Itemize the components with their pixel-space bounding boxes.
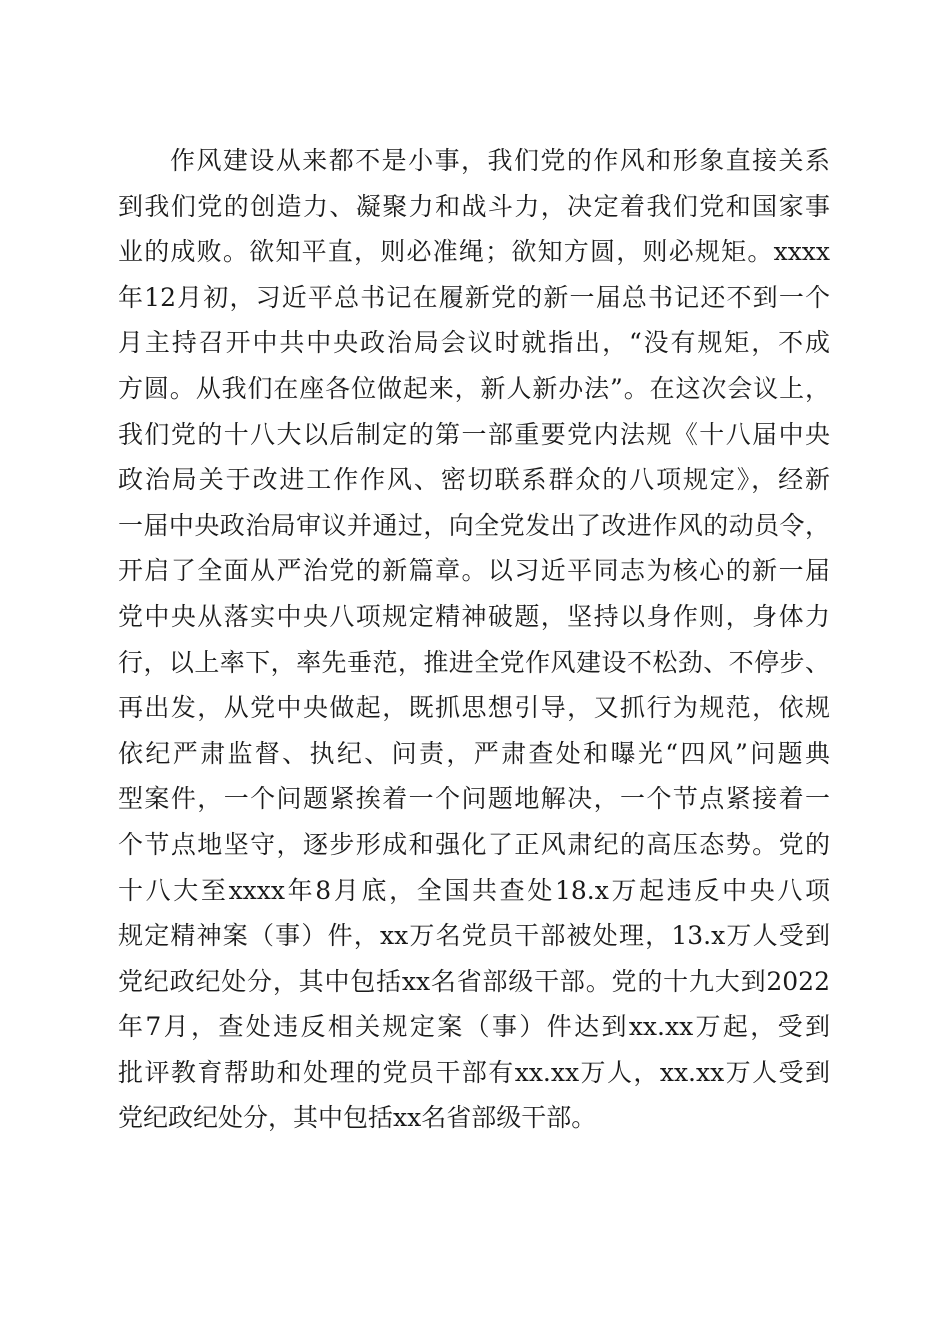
paragraph-line: 批评教育帮助和处理的党员干部有xx.xx万人，xx.xx万人受到 xyxy=(118,1057,830,1087)
paragraph-line: 到我们党的创造力、凝聚力和战斗力，决定着我们党和国家事 xyxy=(118,191,830,221)
paragraph-line: 业的成败。欲知平直，则必准绳；欲知方圆，则必规矩。xxxx xyxy=(118,237,830,267)
paragraph-line: 依纪严肃监督、执纪、问责，严肃查处和曝光“四风”问题典 xyxy=(118,738,830,768)
paragraph-line: 型案件，一个问题紧挨着一个问题地解决，一个节点紧接着一 xyxy=(118,784,830,814)
document-paragraph xyxy=(118,138,830,1141)
paragraph-line: 年7月，查处违反相关规定案（事）件达到xx.xx万起，受到 xyxy=(118,1012,830,1042)
paragraph-line: 行，以上率下，率先垂范，推进全党作风建设不松劲、不停步、 xyxy=(118,647,830,677)
paragraph-line: 政治局关于改进工作作风、密切联系群众的八项规定》，经新 xyxy=(118,465,830,495)
paragraph-line: 再出发，从党中央做起，既抓思想引导，又抓行为规范，依规 xyxy=(118,693,830,723)
paragraph-line: 作风建设从来都不是小事，我们党的作风和形象直接关系 xyxy=(170,146,830,175)
paragraph-line: 党纪政纪处分，其中包括xx名省部级干部。 xyxy=(118,1103,597,1133)
paragraph-line: 规定精神案（事）件，xx万名党员干部被处理，13.x万人受到 xyxy=(118,921,830,951)
paragraph-line: 党纪政纪处分，其中包括xx名省部级干部。党的十九大到2022 xyxy=(118,966,830,996)
paragraph-line: 开启了全面从严治党的新篇章。以习近平同志为核心的新一届 xyxy=(118,556,830,586)
paragraph-line: 方圆。从我们在座各位做起来，新人新办法”。在这次会议上， xyxy=(118,373,830,403)
paragraph-line: 我们党的十八大以后制定的第一部重要党内法规《十八届中央 xyxy=(118,419,830,449)
paragraph-line: 党中央从落实中央八项规定精神破题，坚持以身作则，身体力 xyxy=(118,601,830,631)
paragraph-line: 月主持召开中共中央政治局会议时就指出，“没有规矩，不成 xyxy=(118,328,830,358)
paragraph-line: 一届中央政治局审议并通过，向全党发出了改进作风的动员令， xyxy=(118,510,830,540)
paragraph-line: 个节点地坚守，逐步形成和强化了正风肃纪的高压态势。党的 xyxy=(118,829,830,859)
paragraph-line: 年12月初，习近平总书记在履新党的新一届总书记还不到一个 xyxy=(118,282,830,312)
paragraph-line: 十八大至xxxx年8月底，全国共查处18.x万起违反中央八项 xyxy=(118,875,830,905)
